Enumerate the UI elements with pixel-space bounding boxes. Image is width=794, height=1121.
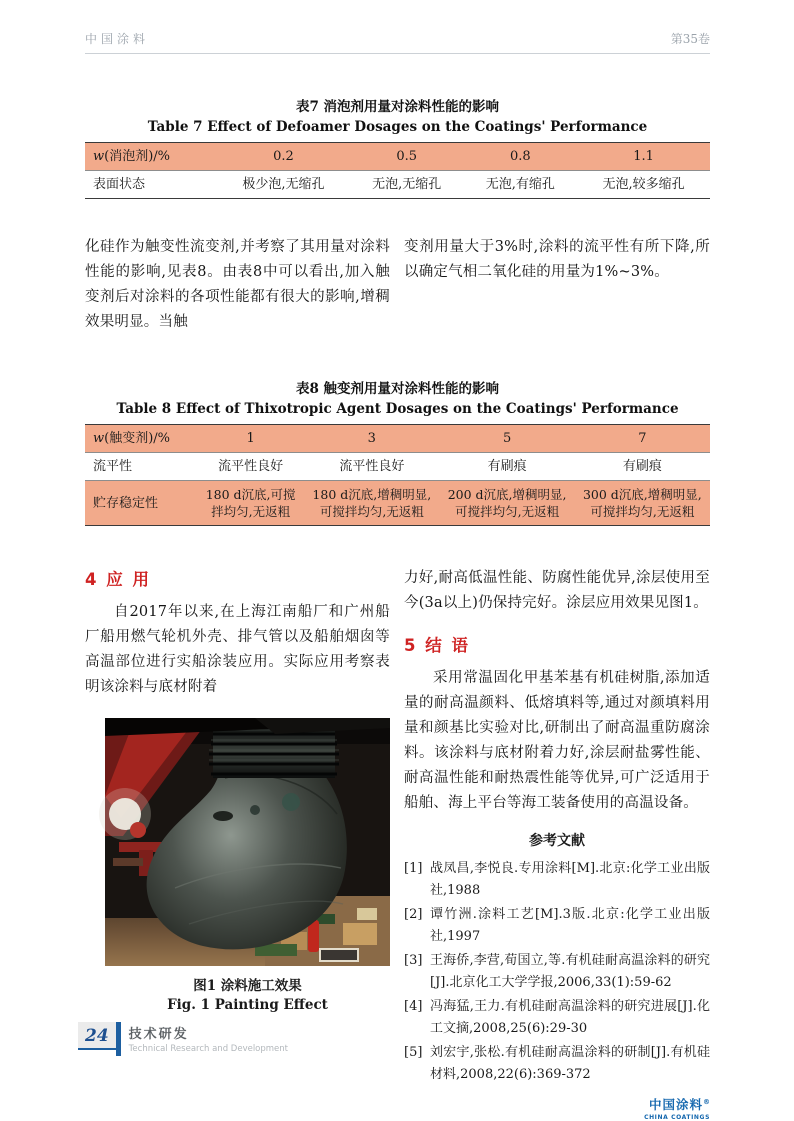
table8-header-cell: 5 xyxy=(439,425,574,453)
table8-cell: 180 d沉底,增稠明显,可搅拌均匀,无返粗 xyxy=(304,481,439,526)
table7 xyxy=(85,142,710,199)
table8-storage-row xyxy=(85,481,710,526)
table8-leveling-row xyxy=(85,453,710,481)
figure1 xyxy=(105,718,390,1013)
table7-header-cell: 0.2 xyxy=(217,143,350,171)
reference-number: [2] xyxy=(404,907,423,922)
table7-title-cn: 表7 消泡剂用量对涂料性能的影响 xyxy=(295,99,500,115)
reference-number: [5] xyxy=(404,1045,423,1060)
table8-row-label: 流平性 xyxy=(85,453,197,481)
table7-cell: 极少泡,无缩孔 xyxy=(217,171,350,199)
table8-cell: 300 d沉底,增稠明显,可搅拌均匀,无返粗 xyxy=(575,481,710,526)
table7-data-row xyxy=(85,171,710,199)
reference-text: 冯海猛,王力.有机硅耐高温涂料的研究进展[J].化工文摘,2008,25(6):29-30 xyxy=(430,999,710,1036)
table7-row-label: 表面状态 xyxy=(85,171,217,199)
table7-header-label: w(消泡剂)/% xyxy=(85,143,217,171)
reference-number: [4] xyxy=(404,999,423,1014)
table7-header-cell: 0.5 xyxy=(350,143,464,171)
table8-cell: 流平性良好 xyxy=(304,453,439,481)
table7-cell: 无泡,有缩孔 xyxy=(463,171,577,199)
table8-header-cell: 7 xyxy=(575,425,710,453)
section4-paragraph: 自2017年以来,在上海江南船厂和广州船厂船用燃气轮机外壳、排气管以及船舶烟囱等高温部位进行实船涂装应用。实际应用考察表明该涂料与底材附着 xyxy=(85,604,390,695)
table8-cell: 有刷痕 xyxy=(575,453,710,481)
table8-cell: 流平性良好 xyxy=(197,453,304,481)
section5-heading: 5 结 语 xyxy=(404,636,470,655)
registered-mark-icon: ® xyxy=(703,1097,710,1106)
figure1-caption-en: Fig. 1 Painting Effect xyxy=(167,997,328,1013)
table8-title-en: Table 8 Effect of Thixotropic Agent Dosages on the Coatings' Performance xyxy=(116,401,679,417)
table8-header-cell: 1 xyxy=(197,425,304,453)
reference-number: [1] xyxy=(404,861,423,876)
table8-cell: 有刷痕 xyxy=(439,453,574,481)
page-number: 24 xyxy=(78,1022,116,1050)
table7-header-row xyxy=(85,143,710,171)
table8-cell: 180 d沉底,可搅拌均匀,无返粗 xyxy=(197,481,304,526)
table7-cell: 无泡,较多缩孔 xyxy=(577,171,710,199)
table8 xyxy=(85,424,710,526)
section4-heading: 4 应 用 xyxy=(85,570,151,589)
footer-section-title: 技术研发 xyxy=(128,1027,189,1042)
table8-header-row xyxy=(85,425,710,453)
footer-section xyxy=(129,1022,288,1054)
table8-header-cell: 3 xyxy=(304,425,439,453)
reference-text: 刘宏宇,张松.有机硅耐高温涂料的研制[J].有机硅材料,2008,22(6):369-372 xyxy=(430,1045,710,1082)
body-text-columns xyxy=(85,235,710,335)
footer-section-subtitle: Technical Research and Development xyxy=(128,1044,289,1054)
paragraph-right: 变剂用量大于3%时,涂料的流平性有所下降,所以确定气相二氧化硅的用量为1%~3%。 xyxy=(404,239,710,280)
reference-text: 王海侨,李营,荀国立,等.有机硅耐高温涂料的研究[J].北京化工大学学报,2006,33(1):59-62 xyxy=(430,953,710,990)
footer-divider-bar xyxy=(116,1022,121,1056)
table8-title-cn: 表8 触变剂用量对涂料性能的影响 xyxy=(295,381,500,397)
paragraph-left: 化硅作为触变性流变剂,并考察了其用量对涂料性能的影响,见表8。由表8中可以看出,加入触变剂后对涂料的各项性能都有很大的影响,增稠效果明显。当触 xyxy=(85,239,390,330)
reference-item xyxy=(404,904,710,947)
references-heading: 参考文献 xyxy=(529,833,585,849)
table7-header-cell: 0.8 xyxy=(463,143,577,171)
right-column xyxy=(404,566,710,1121)
reference-text: 谭竹洲.涂料工艺[M].3版.北京:化学工业出版社,1997 xyxy=(430,907,710,944)
table7-cell: 无泡,无缩孔 xyxy=(350,171,464,199)
table8-header-label: w(触变剂)/% xyxy=(85,425,197,453)
table7-header-cell: 1.1 xyxy=(577,143,710,171)
figure1-caption-cn: 图1 涂料施工效果 xyxy=(193,978,302,994)
china-coatings-logo xyxy=(404,1095,710,1121)
reference-item xyxy=(404,950,710,993)
page-footer xyxy=(78,1022,288,1056)
painting-effect-photo xyxy=(105,718,390,966)
reference-item xyxy=(404,996,710,1039)
reference-text: 战凤昌,李悦良.专用涂料[M].北京:化学工业出版社,1988 xyxy=(430,861,710,898)
section4-paragraph-continued: 力好,耐高低温性能、防腐性能优异,涂层使用至今(3a以上)仍保持完好。涂层应用效果见图1。 xyxy=(404,570,710,611)
journal-name: 中国涂料 xyxy=(85,32,150,46)
running-header xyxy=(85,30,710,54)
reference-item xyxy=(404,858,710,901)
table7-title-en: Table 7 Effect of Defoamer Dosages on the Coatings' Performance xyxy=(147,119,648,135)
reference-number: [3] xyxy=(404,953,423,968)
page-content xyxy=(85,95,710,1121)
logo-brand-en: CHINA COATINGS xyxy=(644,1114,710,1121)
section5-paragraph: 采用常温固化甲基苯基有机硅树脂,添加适量的耐高温颜料、低熔填料等,通过对颜填料用量和颜基比实验对比,研制出了耐高温重防腐涂料。该涂料与底材附着力好,涂层耐盐雾性能、耐高温性能和耐热震性能等优异,可广泛适用于船舶、海上平台等海工装备使用的高温设备。 xyxy=(404,670,710,811)
logo-brand-cn: 中国涂料® xyxy=(648,1097,710,1112)
table8-block xyxy=(85,377,710,526)
table8-row-label: 贮存稳定性 xyxy=(85,481,197,526)
volume-number: 第35卷 xyxy=(670,32,710,46)
table8-cell: 200 d沉底,增稠明显,可搅拌均匀,无返粗 xyxy=(439,481,574,526)
table7-block xyxy=(85,95,710,199)
references-list xyxy=(404,858,710,1085)
reference-item xyxy=(404,1042,710,1085)
